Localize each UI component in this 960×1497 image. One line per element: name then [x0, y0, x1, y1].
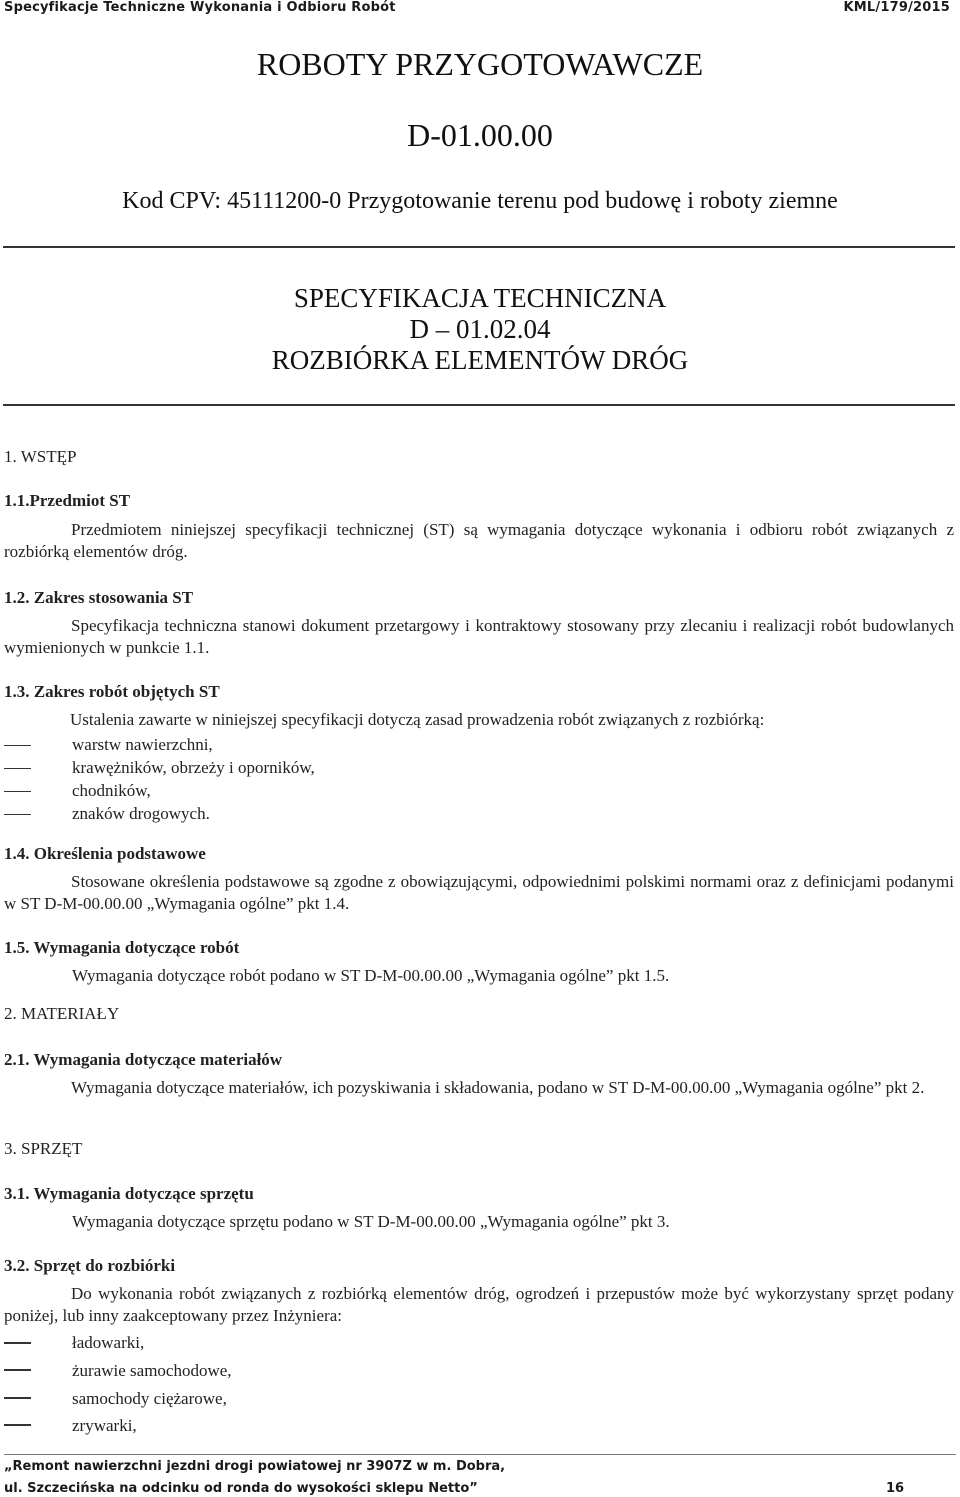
title-divider-bottom	[3, 404, 955, 406]
list-dash	[4, 1424, 31, 1426]
document-title: ROBOTY PRZYGOTOWAWCZE	[256, 46, 704, 82]
title-divider-top	[3, 246, 955, 248]
list-dash	[4, 745, 31, 746]
section-3-1-text: Wymagania dotyczące sprzętu podano w ST D-M-00.00.00 „Wymagania ogólne” pkt 3.	[72, 1212, 670, 1231]
spec-heading: SPECYFIKACJA TECHNICZNA	[293, 283, 667, 313]
section-3-2-text: Do wykonania robót związanych z rozbiórką elementów dróg, ogrodzeń i przepustów może być wykorzystany sprzęt podany poniżej, lub inny zaakceptowany przez Inżyniera:	[4, 1284, 954, 1325]
section-1-3-heading: 1.3. Zakres robót objętych ST	[4, 682, 220, 701]
list-dash	[4, 1397, 31, 1399]
section-1-4-text: Stosowane określenia podstawowe są zgodne z obowiązującymi, odpowiednimi polskimi normami oraz z definicjami podanymi w ST D-M-00.00.00 „Wymagania ogólne” pkt 1.4.	[4, 872, 954, 913]
running-header-title: Specyfikacje Techniczne Wykonania i Odbioru Robót	[4, 0, 396, 15]
section-1-heading: 1. WSTĘP	[4, 447, 77, 466]
list-dash	[4, 1342, 31, 1344]
section-2-heading: 2. MATERIAŁY	[4, 1004, 120, 1023]
cpv-code: Kod CPV: 45111200-0 Przygotowanie terenu pod budowę i roboty ziemne	[122, 188, 838, 214]
section-1-5-text: Wymagania dotyczące robót podano w ST D-M-00.00.00 „Wymagania ogólne” pkt 1.5.	[72, 966, 670, 985]
section-2-1-heading: 2.1. Wymagania dotyczące materiałów	[4, 1050, 283, 1069]
spec-number: D – 01.02.04	[409, 314, 551, 344]
list-dash	[4, 768, 31, 769]
spec-subject: ROZBIÓRKA ELEMENTÓW DRÓG	[271, 345, 689, 375]
section-1-4-heading: 1.4. Określenia podstawowe	[4, 844, 206, 863]
footer-project-line-2: ul. Szczecińska na odcinku od ronda do wysokości sklepu Netto”	[4, 1481, 478, 1496]
section-1-5-heading: 1.5. Wymagania dotyczące robót	[4, 938, 240, 957]
list-item: zrywarki,	[72, 1416, 137, 1435]
section-3-1-heading: 3.1. Wymagania dotyczące sprzętu	[4, 1184, 254, 1203]
list-item: żurawie samochodowe,	[72, 1361, 232, 1380]
list-item: ładowarki,	[72, 1333, 145, 1352]
list-dash	[4, 814, 31, 815]
section-3-heading: 3. SPRZĘT	[4, 1139, 83, 1158]
list-item: warstw nawierzchni,	[72, 735, 213, 754]
list-item: chodników,	[72, 781, 151, 800]
document-code: D-01.00.00	[407, 117, 553, 153]
section-3-2-heading: 3.2. Sprzęt do rozbiórki	[4, 1256, 176, 1275]
section-1-3-text: Ustalenia zawarte w niniejszej specyfikacji dotyczą zasad prowadzenia robót związanych z rozbiórką:	[70, 710, 765, 729]
footer-project-line-1: „Remont nawierzchni jezdni drogi powiatowej nr 3907Z w m. Dobra,	[4, 1459, 506, 1474]
section-1-2-text: Specyfikacja techniczna stanowi dokument przetargowy i kontraktowy stosowany przy zlecaniu i realizacji robót budowlanych wymienionych w punkcie 1.1.	[4, 616, 954, 657]
list-item: znaków drogowych.	[72, 804, 210, 823]
list-item: samochody ciężarowe,	[72, 1389, 227, 1408]
list-dash	[4, 791, 31, 792]
footer-divider	[4, 1454, 956, 1455]
section-1-2-heading: 1.2. Zakres stosowania ST	[4, 588, 194, 607]
section-1-1-text: Przedmiotem niniejszej specyfikacji technicznej (ST) są wymagania dotyczące wykonania i odbioru robót związanych z rozbiórką elementów dróg.	[4, 520, 954, 561]
list-dash	[4, 1369, 31, 1371]
page-number: 16	[886, 1481, 905, 1496]
running-header-code: KML/179/2015	[843, 0, 950, 15]
section-1-1-heading: 1.1.Przedmiot ST	[4, 491, 131, 510]
section-2-1-text: Wymagania dotyczące materiałów, ich pozyskiwania i składowania, podano w ST D-M-00.00.00 „Wymagania ogólne” pkt 2.	[71, 1078, 925, 1097]
list-item: krawężników, obrzeży i oporników,	[72, 758, 315, 777]
